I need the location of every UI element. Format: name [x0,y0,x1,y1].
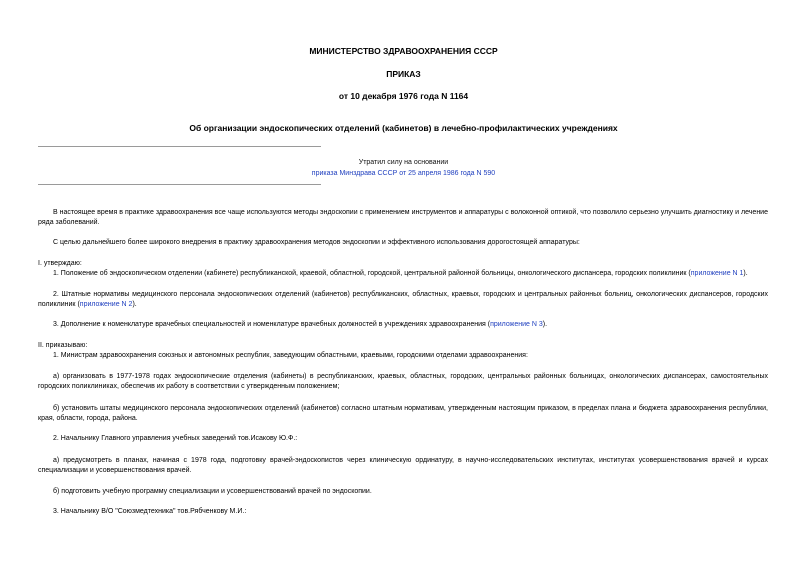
paragraph-order-1a: а) организовать в 1977-1978 годах эндоскопические отделения (кабинеты) в республиканских, краевых, областных, городских, центральных районных больницах, онкологических диспансерах, самостоятельных городских поликлиниках, обеспечив их работу в соответствии с утвержденным положением; [38,373,768,390]
status-note-link-wrapper [0,170,807,177]
paragraph-approve-1 [38,269,768,279]
paragraph-approve-1-text: 1. Положение об эндоскопическом отделении (кабинете) республиканской, краевой, областной, городской, центральной районной больницы, онкологического диспансера, городских поликлиник ( [53,270,691,277]
divider-bottom [38,184,321,185]
paragraph-order-1b: б) установить штаты медицинского персонала эндоскопических отделений (кабинетов) согласно штатным нормативам, утвержденным настоящим приказом, в пределах плана и бюджета здравоохранения республики, края, области, города, района. [38,405,768,422]
repeal-order-link[interactable]: приказа Минздрава СССР от 25 апреля 1986 года N 590 [311,170,496,177]
paragraph-approve-2 [38,290,768,310]
paragraph-approve-3-text: 3. Дополнение к номенклатуре врачебных специальностей и номенклатуре врачебных должностей в учреждениях здравоохранения ( [53,321,491,328]
section-approve-heading: I. утверждаю: [38,260,82,267]
appendix-2-link[interactable]: приложение N 2 [79,301,133,308]
ministry-heading: МИНИСТЕРСТВО ЗДРАВООХРАНЕНИЯ СССР [309,46,498,56]
paragraph-order-2b: б) подготовить учебную программу специализации и усовершенствований врачей по эндоскопии. [53,488,372,495]
status-note-text: Утратил силу на основании [358,159,449,166]
section-order-heading: II. приказываю: [38,342,88,349]
paragraph-order-2a: а) предусмотреть в планах, начиная с 1978 года, подготовку врачей-эндоскопистов через клиническую ординатуру, в научно-исследовательских институтах, институтах усовершенствования врачей и курсах специализации и усовершенствования врачей. [38,457,768,474]
paragraph-purpose: С целью дальнейшего более широкого внедрения в практику здравоохранения методов эндоскопии и эффективного использования дорогостоящей аппаратуры: [53,239,580,246]
appendix-3-link[interactable]: приложение N 3 [490,321,543,328]
paragraph-approve-3 [38,320,768,330]
paragraph-approve-3-end: ). [542,321,548,328]
document-date-number: от 10 декабря 1976 года N 1164 [338,91,469,101]
appendix-1-link[interactable]: приложение N 1 [690,270,744,277]
paragraph-approve-2-text: 2. Штатные нормативы медицинского персонала эндоскопических отделений (кабинетов) республиканских, областных, краевых, городских и центральных районных больниц, онкологических диспансеров, городских поликлиник ( [38,291,768,308]
paragraph-approve-1-end: ). [743,270,748,277]
paragraph-order-2: 2. Начальнику Главного управления учебных заведений тов.Исакову Ю.Ф.: [53,435,298,442]
paragraph-order-3: 3. Начальнику В/О "Союзмедтехника" тов.Рябченкову М.И.: [53,508,247,515]
divider-top [38,146,321,147]
document-title: Об организации эндоскопических отделений (кабинетов) в лечебно-профилактических учреждениях [189,123,618,133]
paragraph-approve-2-end: ). [132,301,137,308]
paragraph-intro: В настоящее время в практике здравоохранения все чаще используются методы эндоскопии с применением инструментов и аппаратуры с волоконной оптикой, что позволило серьезно улучшить диагностику и лечение ряда заболеваний. [38,209,768,226]
document-type: ПРИКАЗ [386,69,421,79]
paragraph-order-1: 1. Министрам здравоохранения союзных и автономных республик, заведующим областными, краевыми, городскими отделами здравоохранения: [53,352,528,359]
